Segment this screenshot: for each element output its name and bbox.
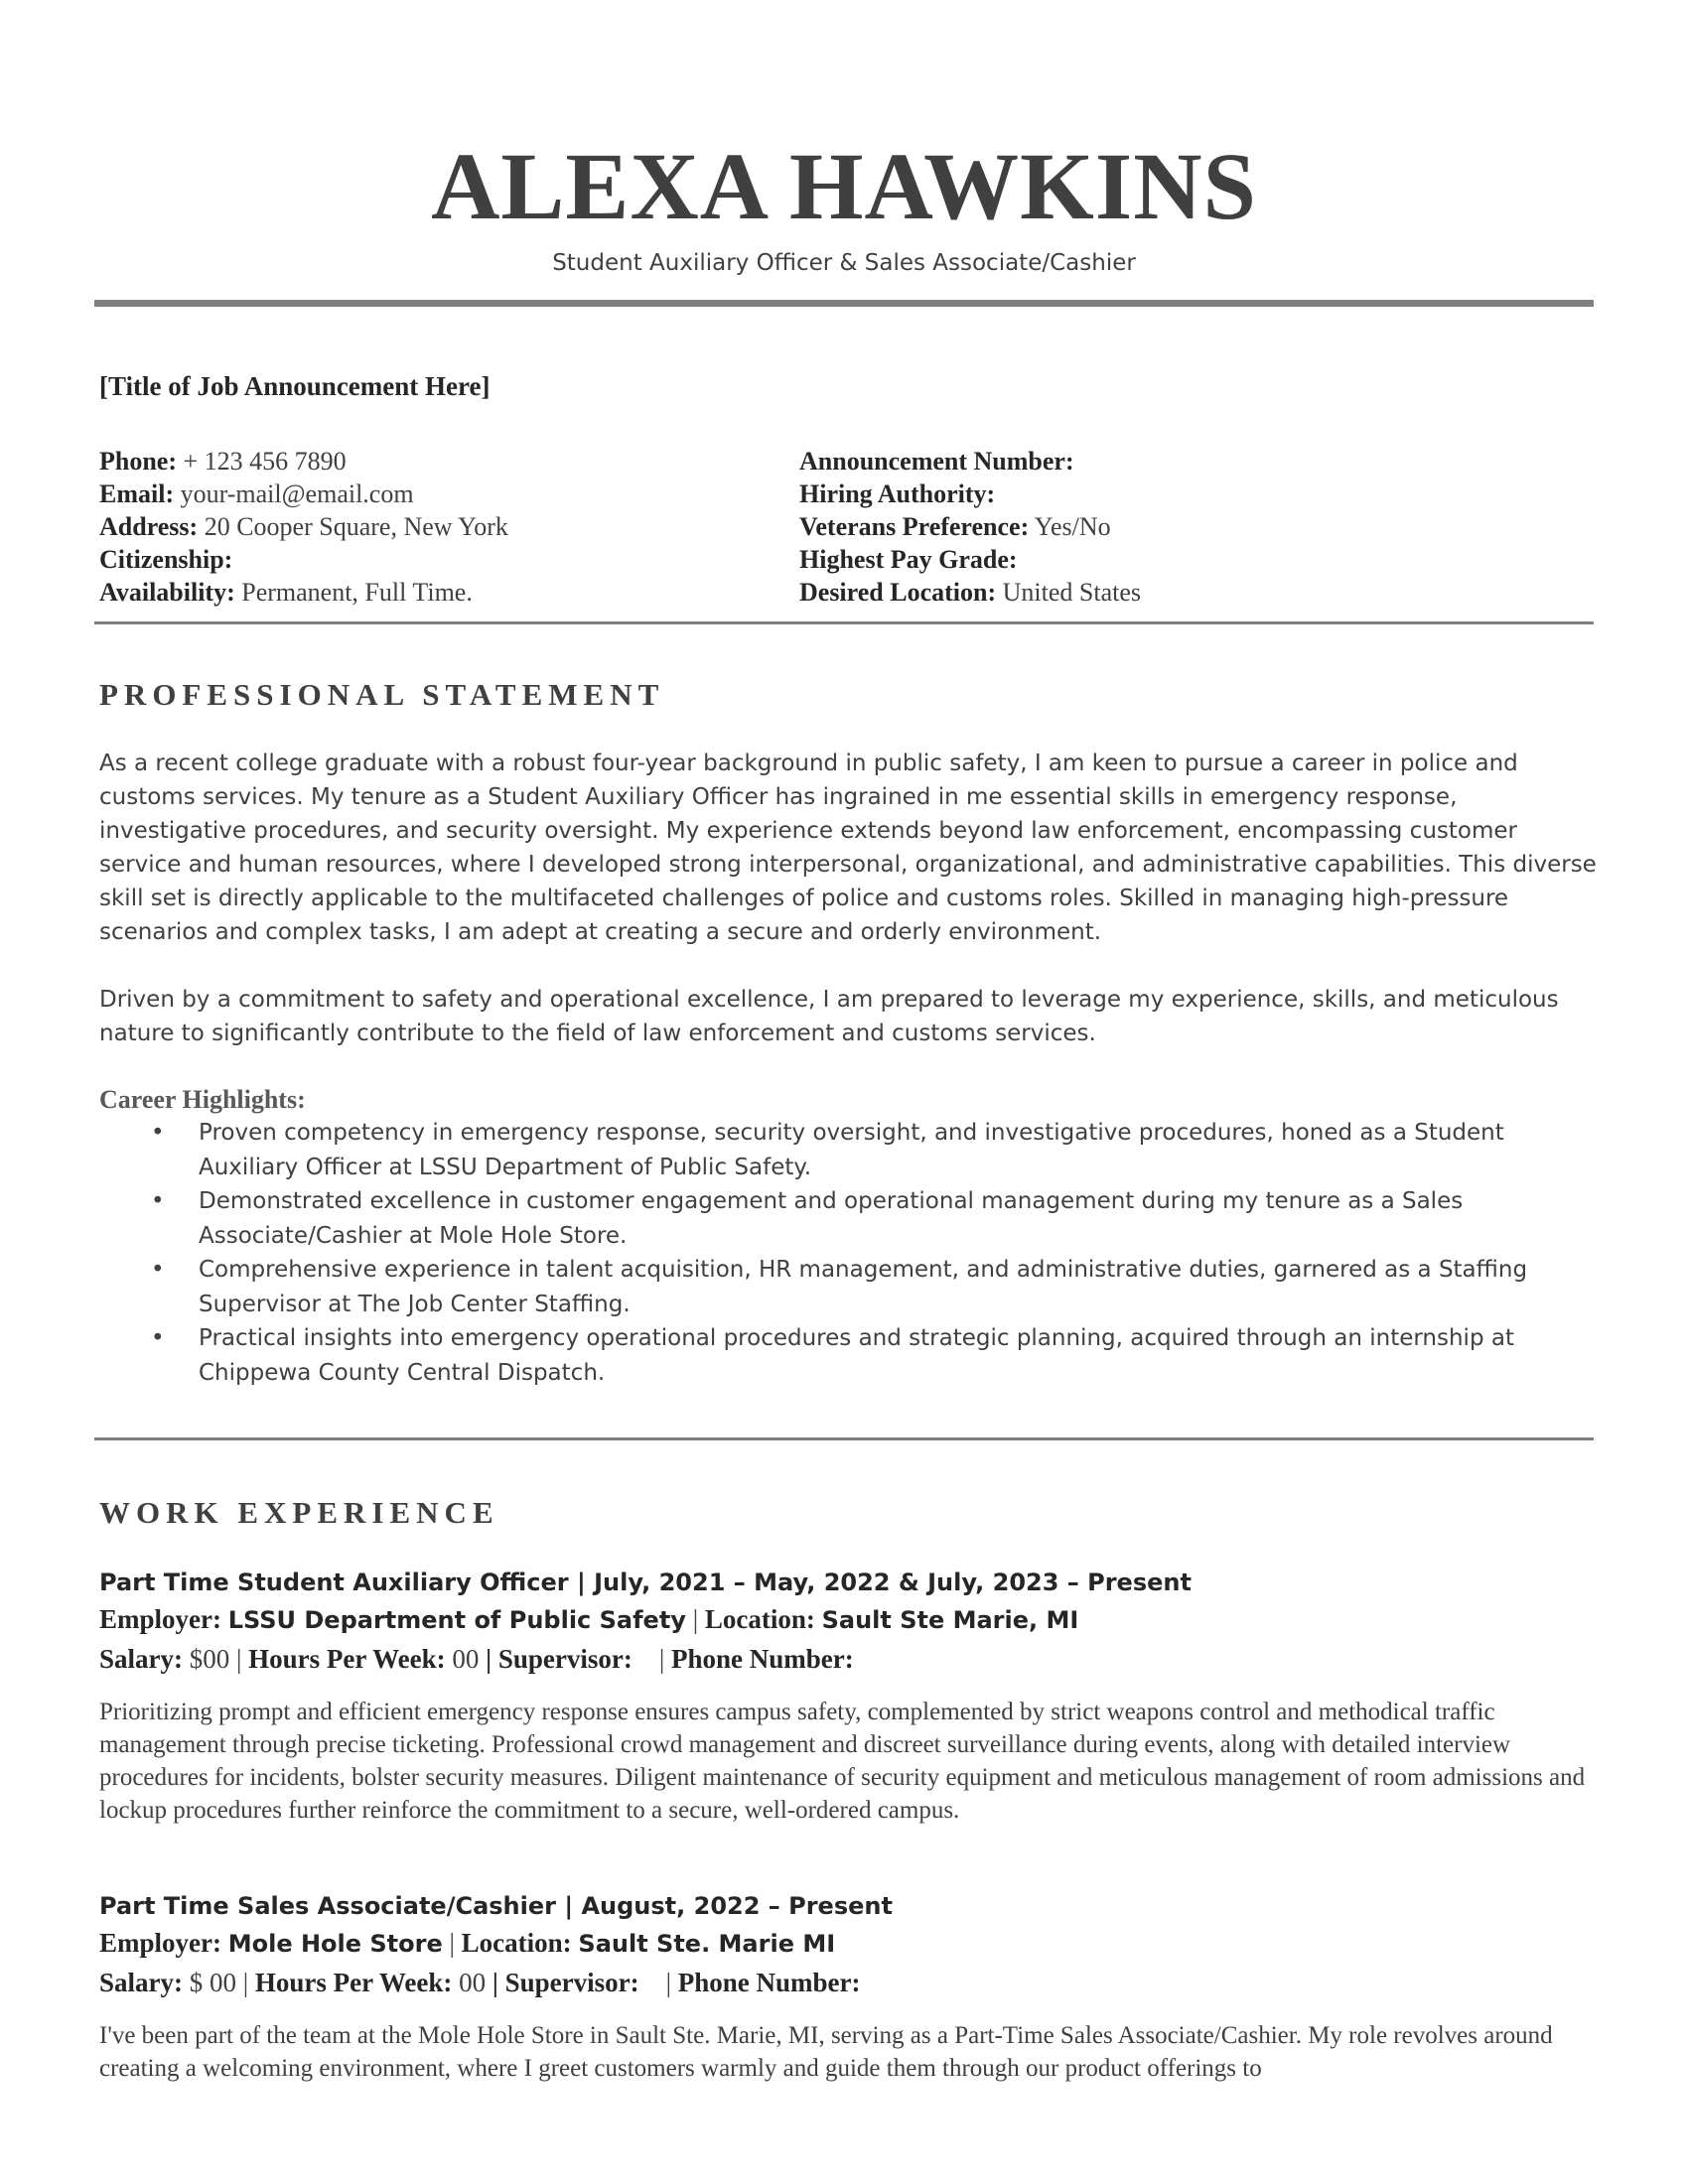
contact-availability [99,576,508,609]
list-item-text: Comprehensive experience in talent acquisition, HR management, and administrative duties, garnered as a Staffing Supervisor at The Job Center Staffing. [199,1257,1528,1317]
career-highlights-list [139,1116,1569,1390]
contact-label: Desired Location: [799,578,997,607]
job-employer-line [99,1928,835,1959]
contact-citizenship [99,543,508,576]
contact-address [99,510,508,543]
hours-label: Hours Per Week: [254,1968,453,1997]
salary-label: Salary: [99,1644,183,1674]
separator: | [632,1644,671,1674]
professional-statement-paragraph: Driven by a commitment to safety and operational excellence, I am prepared to leverage my experience, skills, and meticulous nature to significantly contribute to the field of law enforcement and customs services. [99,987,1559,1046]
list-item-text: Demonstrated excellence in customer engagement and operational management during my tenure as a Sales Associate/Cashier at Mole Hole Store. [199,1188,1464,1249]
contact-label: Availability: [99,578,235,607]
announcement-number [799,445,1141,478]
separator: | [692,1604,699,1634]
contact-info-left [99,445,508,609]
contact-phone [99,445,508,478]
hours-label: Hours Per Week: [248,1644,446,1674]
list-item-text: Proven competency in emergency response, security oversight, and investigative procedures, honed as a Student Auxiliary Officer at LSSU Department of Public Safety. [199,1120,1504,1180]
work-experience-heading: WORK EXPERIENCE [99,1495,499,1530]
candidate-name: ALEXA HAWKINS [431,133,1257,239]
career-highlights-label: Career Highlights: [99,1085,306,1114]
professional-statement-paragraph: As a recent college graduate with a robust four-year background in public safety, I am keen to pursue a career in police and customs services. My tenure as a Student Auxiliary Officer has ingrained in me essential skills in emergency response, investigative procedures, and security oversight. My experience extends beyond law enforcement, encompassing customer service and human resources, where I developed strong interpersonal, organizational, and administrative capabilities. This diverse skill set is directly applicable to the multifaceted challenges of police and customs roles. Skilled in managing high-pressure scenarios and complex tasks, I am adept at creating a secure and orderly environment. [99,751,1597,945]
phone-label: Phone Number: [671,1644,854,1674]
contact-label: Announcement Number: [799,447,1074,476]
section-divider [94,1437,1594,1440]
list-item [139,1253,1569,1321]
employer-label: Employer: [99,1928,221,1958]
desired-location [799,576,1141,609]
professional-statement-heading: PROFESSIONAL STATEMENT [99,677,665,712]
contact-info-right [799,445,1141,609]
contact-value: United States [996,578,1141,607]
hours-value: 00 [452,1968,492,1997]
highest-pay-grade [799,543,1141,576]
contact-label: Phone: [99,447,177,476]
contact-email [99,478,508,510]
contact-label: Highest Pay Grade: [799,545,1018,574]
location-label: Location: [704,1604,815,1634]
job-title-line: Part Time Sales Associate/Cashier | August, 2022 – Present [99,1892,893,1920]
job-employer-line [99,1604,1078,1635]
contact-label: Hiring Authority: [799,479,996,508]
candidate-subtitle: Student Auxiliary Officer & Sales Associate/Cashier [552,250,1136,276]
job-announcement-title: [Title of Job Announcement Here] [99,371,491,401]
bullet-icon: • [151,1325,165,1351]
phone-label: Phone Number: [677,1968,861,1997]
employer-label: Employer: [99,1604,221,1634]
list-item [139,1321,1569,1390]
contact-label: Address: [99,512,199,541]
salary-label: Salary: [99,1968,183,1997]
header-divider [94,300,1594,307]
contact-value: your-mail@email.com [174,479,414,508]
list-item [139,1116,1569,1184]
job-description: Prioritizing prompt and efficient emergency response ensures campus safety, complemented by strict weapons control and methodical traffic management through precise ticketing. Professional crowd management and discreet surveillance during events, along with detailed interview procedures for incidents, bolster security measures. Diligent maintenance of security equipment and meticulous management of room admissions and lockup procedures further reinforce the commitment to a secure, well-ordered campus. [99,1699,1586,1824]
employer-value: LSSU Department of Public Safety [227,1606,686,1634]
veterans-preference [799,510,1141,543]
contact-value: Yes/No [1029,512,1111,541]
list-item-text: Practical insights into emergency operational procedures and strategic planning, acquired through an internship at Chippewa County Central Dispatch. [199,1325,1514,1386]
location-label: Location: [461,1928,572,1958]
job-title-line: Part Time Student Auxiliary Officer | July, 2021 – May, 2022 & July, 2023 – Present [99,1569,1192,1596]
bullet-icon: • [151,1188,165,1214]
salary-value: $00 [183,1644,236,1674]
job-salary-line [99,1968,861,1998]
separator: | [638,1968,678,1997]
contact-divider [94,621,1594,624]
supervisor-label: Supervisor: [497,1644,633,1674]
separator: | [486,1644,498,1674]
bullet-icon: • [151,1120,165,1146]
supervisor-label: Supervisor: [504,1968,639,1997]
contact-label: Citizenship: [99,545,233,574]
list-item [139,1184,1569,1253]
hours-value: 00 [445,1644,487,1674]
salary-value: $ 00 [183,1968,243,1997]
contact-value: 20 Cooper Square, New York [198,512,508,541]
location-value: Sault Ste Marie, MI [821,1606,1079,1634]
contact-value: Permanent, Full Time. [234,578,473,607]
separator: | [236,1644,249,1674]
separator: | [242,1968,255,1997]
contact-label: Veterans Preference: [799,512,1030,541]
hiring-authority [799,478,1141,510]
location-value: Sault Ste. Marie MI [578,1930,836,1958]
separator: | [449,1928,455,1958]
contact-value: + 123 456 7890 [177,447,347,476]
employer-value: Mole Hole Store [227,1930,443,1958]
bullet-icon: • [151,1257,165,1283]
separator: | [492,1968,505,1997]
contact-label: Email: [99,479,175,508]
job-description: I've been part of the team at the Mole Hole Store in Sault Ste. Marie, MI, serving as a Part-Time Sales Associate/Cashier. My role revolves around creating a welcoming environment, where I greet customers warmly and guide them through our product offerings to [99,2022,1553,2082]
job-salary-line [99,1644,854,1675]
